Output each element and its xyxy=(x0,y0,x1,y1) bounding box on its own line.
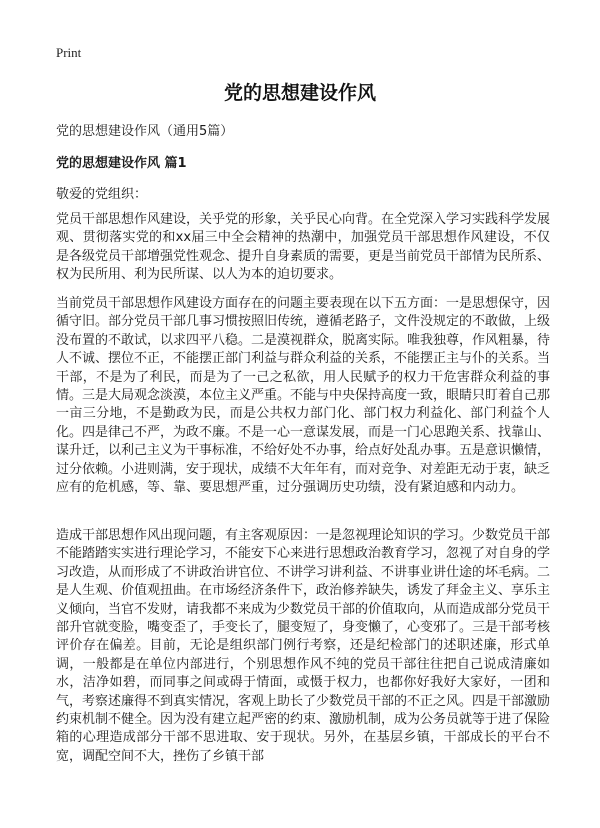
document-title: 党的思想建设作风 xyxy=(223,82,376,104)
document-subtitle: 党的思想建设作风（通用5篇） xyxy=(56,124,234,139)
paragraph-3: 造成干部思想作风出现问题，有主客观原因：一是忽视理论知识的学习。少数党员干部不能踏踏实实进行理论学习，不能安下心来进行思想政治教育学习，忽视了对自身的学习改造，从而形成了不讲政治讲官位、不讲学习讲利益、不讲事业讲仕途的坏毛病。二是人生观、价值观扭曲。在市场经济条件下，政治修养缺失，诱发了拜金主义、享乐主义倾向，当官不发财，请我都不来成为少数党员干部的价值取向，从而造成部分党员干部升官就变脸，嘴变歪了，手变长了，腿变短了，身变懒了，心变邪了。三是干部考核评价存在偏差。目前，无论是组织部门例行考察，还是纪检部门的述职述廉，形式单调，一般都是在单位内部进行，个别思想作风不纯的党员干部往往把自己说成清廉如水，洁净如碧，而同事之间或碍于情面，或慑于权力，也都你好我好大家好，一团和气，考察述廉得不到真实情况，客观上助长了少数党员干部的不正之风。四是干部激励约束机制不健全。因为没有建立起严密的约束、激励机制，成为公务员就等于进了保险箱的心理造成部分干部不思进取、安于现状。另外，在基层乡镇，干部成长的平台不宽，调配空间不大，挫伤了乡镇干部 xyxy=(56,528,551,764)
greeting-line: 敬爱的党组织： xyxy=(56,187,148,202)
paragraph-2: 当前党员干部思想作风建设方面存在的问题主要表现在以下五方面：一是思想保守，因循守旧。部分党员干部几事习惯按照旧传统，遵循老路子，文件没规定的不敢做，上级没布置的不敢试，以求四平八稳。二是漠视群众，脱离实际。唯我独尊，作风粗暴，待人不诚、摆位不正，不能摆正部门利益与群众利益的关系，不能摆正主与仆的关系。当干部，不是为了利民，而是为了一己之私欲，用人民赋予的权力干危害群众利益的事情。三是大局观念淡漠，本位主义严重。不能与中央保持高度一致，眼睛只盯着自己那一亩三分地，不是勤政为民，而是公共权力部门化、部门权力利益化、部门利益个人化。四是律己不严，为政不廉。不是一心一意谋发展，而是一门心思跑关系、找靠山、谋升迁，以利己主义为干事标准，不给好处不办事，给点好处乱办事。五是意识懒情，过分依赖。小进则满，安于现状，成绩不大年年有，而对竞争、对差距无动于衷，缺乏应有的危机感，等、靠、要思想严重，过分强调历史功绩，没有紧迫感和内动力。 xyxy=(56,296,551,496)
print-label: Print xyxy=(56,45,82,60)
section-heading: 党的思想建设作风 篇1 xyxy=(56,156,187,171)
paragraph-1: 党员干部思想作风建设，关乎党的形象，关乎民心向背。在全党深入学习实践科学发展观、贯彻落实党的和xx届三中全会精神的热潮中，加强党员干部思想作风建设，不仅是各级党员干部增强党性观念、提升自身素质的需要，更是当前党员干部情为民所系、权为民所用、利为民所谋、以人为本的迫切要求。 xyxy=(56,212,551,283)
